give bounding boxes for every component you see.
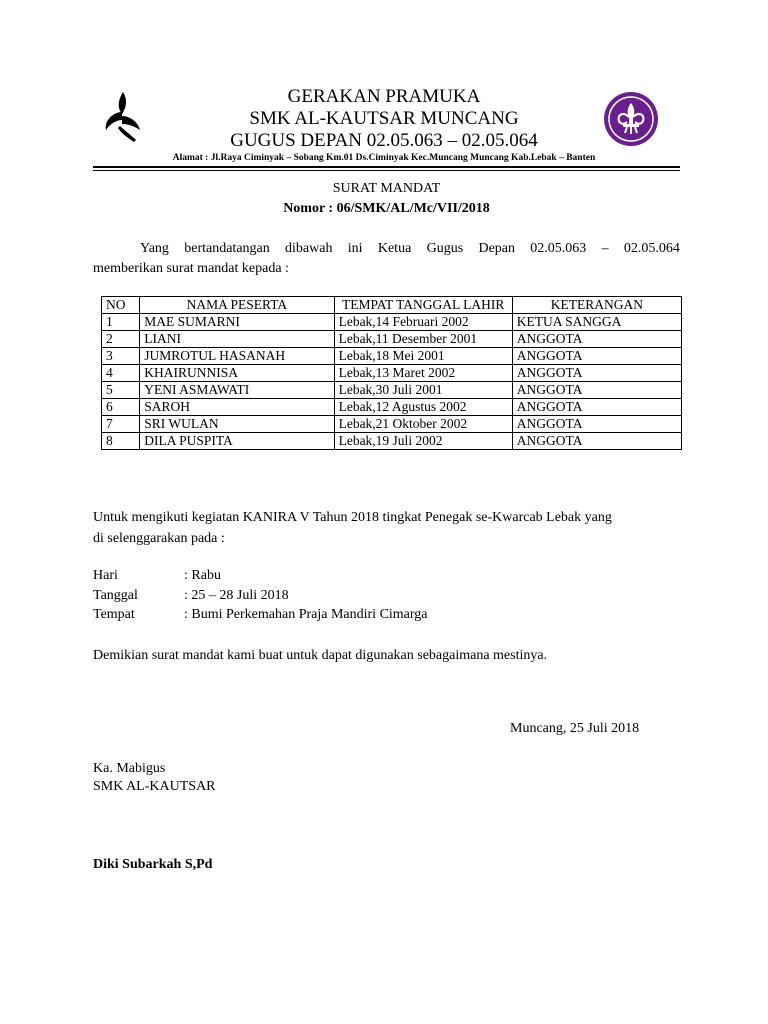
cell-no: 1 bbox=[102, 314, 140, 331]
cell-nama: MAE SUMARNI bbox=[140, 314, 334, 331]
cell-keterangan: ANGGOTA bbox=[512, 416, 681, 433]
day-label: Hari bbox=[93, 568, 118, 583]
cell-no: 3 bbox=[102, 348, 140, 365]
school-name: SMK AL-KAUTSAR MUNCANG bbox=[249, 108, 519, 129]
cell-no: 6 bbox=[102, 399, 140, 416]
table-row bbox=[102, 382, 682, 399]
cell-nama: YENI ASMAWATI bbox=[140, 382, 334, 399]
cell-nama: SAROH bbox=[140, 399, 334, 416]
cell-keterangan: ANGGOTA bbox=[512, 399, 681, 416]
closing-statement: Demikian surat mandat kami buat untuk dapat digunakan sebagaimana mestinya. bbox=[93, 648, 548, 663]
signer-role: Ka. Mabigus bbox=[93, 761, 166, 776]
cell-ttl: Lebak,19 Juli 2002 bbox=[334, 433, 512, 450]
cell-nama: SRI WULAN bbox=[140, 416, 334, 433]
day-value: : Rabu bbox=[184, 568, 221, 583]
letter-number: Nomor : 06/SMK/AL/Mc/VII/2018 bbox=[283, 201, 490, 216]
header-divider-thin bbox=[93, 170, 680, 171]
place-value: : Bumi Perkemahan Praja Mandiri Cimarga bbox=[184, 607, 428, 622]
cell-no: 7 bbox=[102, 416, 140, 433]
cell-nama: LIANI bbox=[140, 331, 334, 348]
org-name: GERAKAN PRAMUKA bbox=[287, 86, 481, 107]
cell-no: 4 bbox=[102, 365, 140, 382]
cell-nama: KHAIRUNNISA bbox=[140, 365, 334, 382]
cell-nama: DILA PUSPITA bbox=[140, 433, 334, 450]
table-row bbox=[102, 433, 682, 450]
cell-ttl: Lebak,11 Desember 2001 bbox=[334, 331, 512, 348]
intro-word: bertandatangan bbox=[184, 241, 270, 256]
cell-nama: JUMROTUL HASANAH bbox=[140, 348, 334, 365]
gugus-depan-number: GUGUS DEPAN 02.05.063 – 02.05.064 bbox=[230, 130, 538, 151]
intro-word: dibawah bbox=[285, 241, 333, 256]
date-label: Tanggal bbox=[93, 588, 138, 603]
cell-keterangan: KETUA SANGGA bbox=[512, 314, 681, 331]
cell-ttl: Lebak,30 Juli 2001 bbox=[334, 382, 512, 399]
cell-ttl: Lebak,18 Mei 2001 bbox=[334, 348, 512, 365]
cell-keterangan: ANGGOTA bbox=[512, 331, 681, 348]
cell-keterangan: ANGGOTA bbox=[512, 433, 681, 450]
cell-ttl: Lebak,13 Maret 2002 bbox=[334, 365, 512, 382]
intro-word: ini bbox=[347, 241, 363, 256]
date-value: : 25 – 28 Juli 2018 bbox=[184, 588, 289, 603]
intro-word: Ketua bbox=[377, 241, 412, 256]
cell-no: 8 bbox=[102, 433, 140, 450]
signer-organization: SMK AL-KAUTSAR bbox=[93, 779, 216, 794]
intro-line-2: memberikan surat mandat kepada : bbox=[93, 261, 289, 276]
table-header-row bbox=[102, 297, 682, 314]
cell-keterangan: ANGGOTA bbox=[512, 365, 681, 382]
cell-keterangan: ANGGOTA bbox=[512, 382, 681, 399]
table-row bbox=[102, 399, 682, 416]
header-tempat-tanggal-lahir: TEMPAT TANGGAL LAHIR bbox=[334, 297, 512, 314]
participants-table bbox=[101, 296, 682, 450]
header-nama-peserta: NAMA PESERTA bbox=[140, 297, 334, 314]
intro-word: 02.05.064 bbox=[623, 241, 680, 256]
table-row bbox=[102, 331, 682, 348]
intro-word: – bbox=[601, 241, 609, 256]
cell-no: 2 bbox=[102, 331, 140, 348]
cell-no: 5 bbox=[102, 382, 140, 399]
address: Alamat : Jl.Raya Ciminyak – Sobang Km.01 Ds.Ciminyak Kec.Muncang Muncang Kab.Lebak – Banten bbox=[172, 153, 596, 163]
cell-ttl: Lebak,12 Agustus 2002 bbox=[334, 399, 512, 416]
header-divider-thick bbox=[93, 166, 680, 168]
purpose-line-1: Untuk mengikuti kegiatan KANIRA V Tahun 2018 tingkat Penegak se-Kwarcab Lebak yang bbox=[93, 510, 612, 525]
place-and-date: Muncang, 25 Juli 2018 bbox=[510, 721, 640, 736]
intro-word: 02.05.063 bbox=[530, 241, 587, 256]
table-row bbox=[102, 416, 682, 433]
purpose-line-2: di selenggarakan pada : bbox=[93, 531, 225, 546]
cell-ttl: Lebak,21 Oktober 2002 bbox=[334, 416, 512, 433]
table-row bbox=[102, 365, 682, 382]
tunas-kelapa-logo-icon bbox=[100, 86, 146, 146]
table-row bbox=[102, 314, 682, 331]
header-no: NO bbox=[102, 297, 140, 314]
table-row bbox=[102, 348, 682, 365]
cell-keterangan: ANGGOTA bbox=[512, 348, 681, 365]
intro-word: Yang bbox=[140, 241, 169, 256]
cell-ttl: Lebak,14 Februari 2002 bbox=[334, 314, 512, 331]
header-keterangan: KETERANGAN bbox=[512, 297, 681, 314]
place-label: Tempat bbox=[93, 607, 135, 622]
signer-name: Diki Subarkah S,Pd bbox=[93, 857, 213, 872]
intro-word: Gugus bbox=[426, 241, 464, 256]
intro-line-1 bbox=[93, 239, 680, 259]
letter-title: SURAT MANDAT bbox=[332, 181, 441, 196]
intro-word: Depan bbox=[478, 241, 515, 256]
